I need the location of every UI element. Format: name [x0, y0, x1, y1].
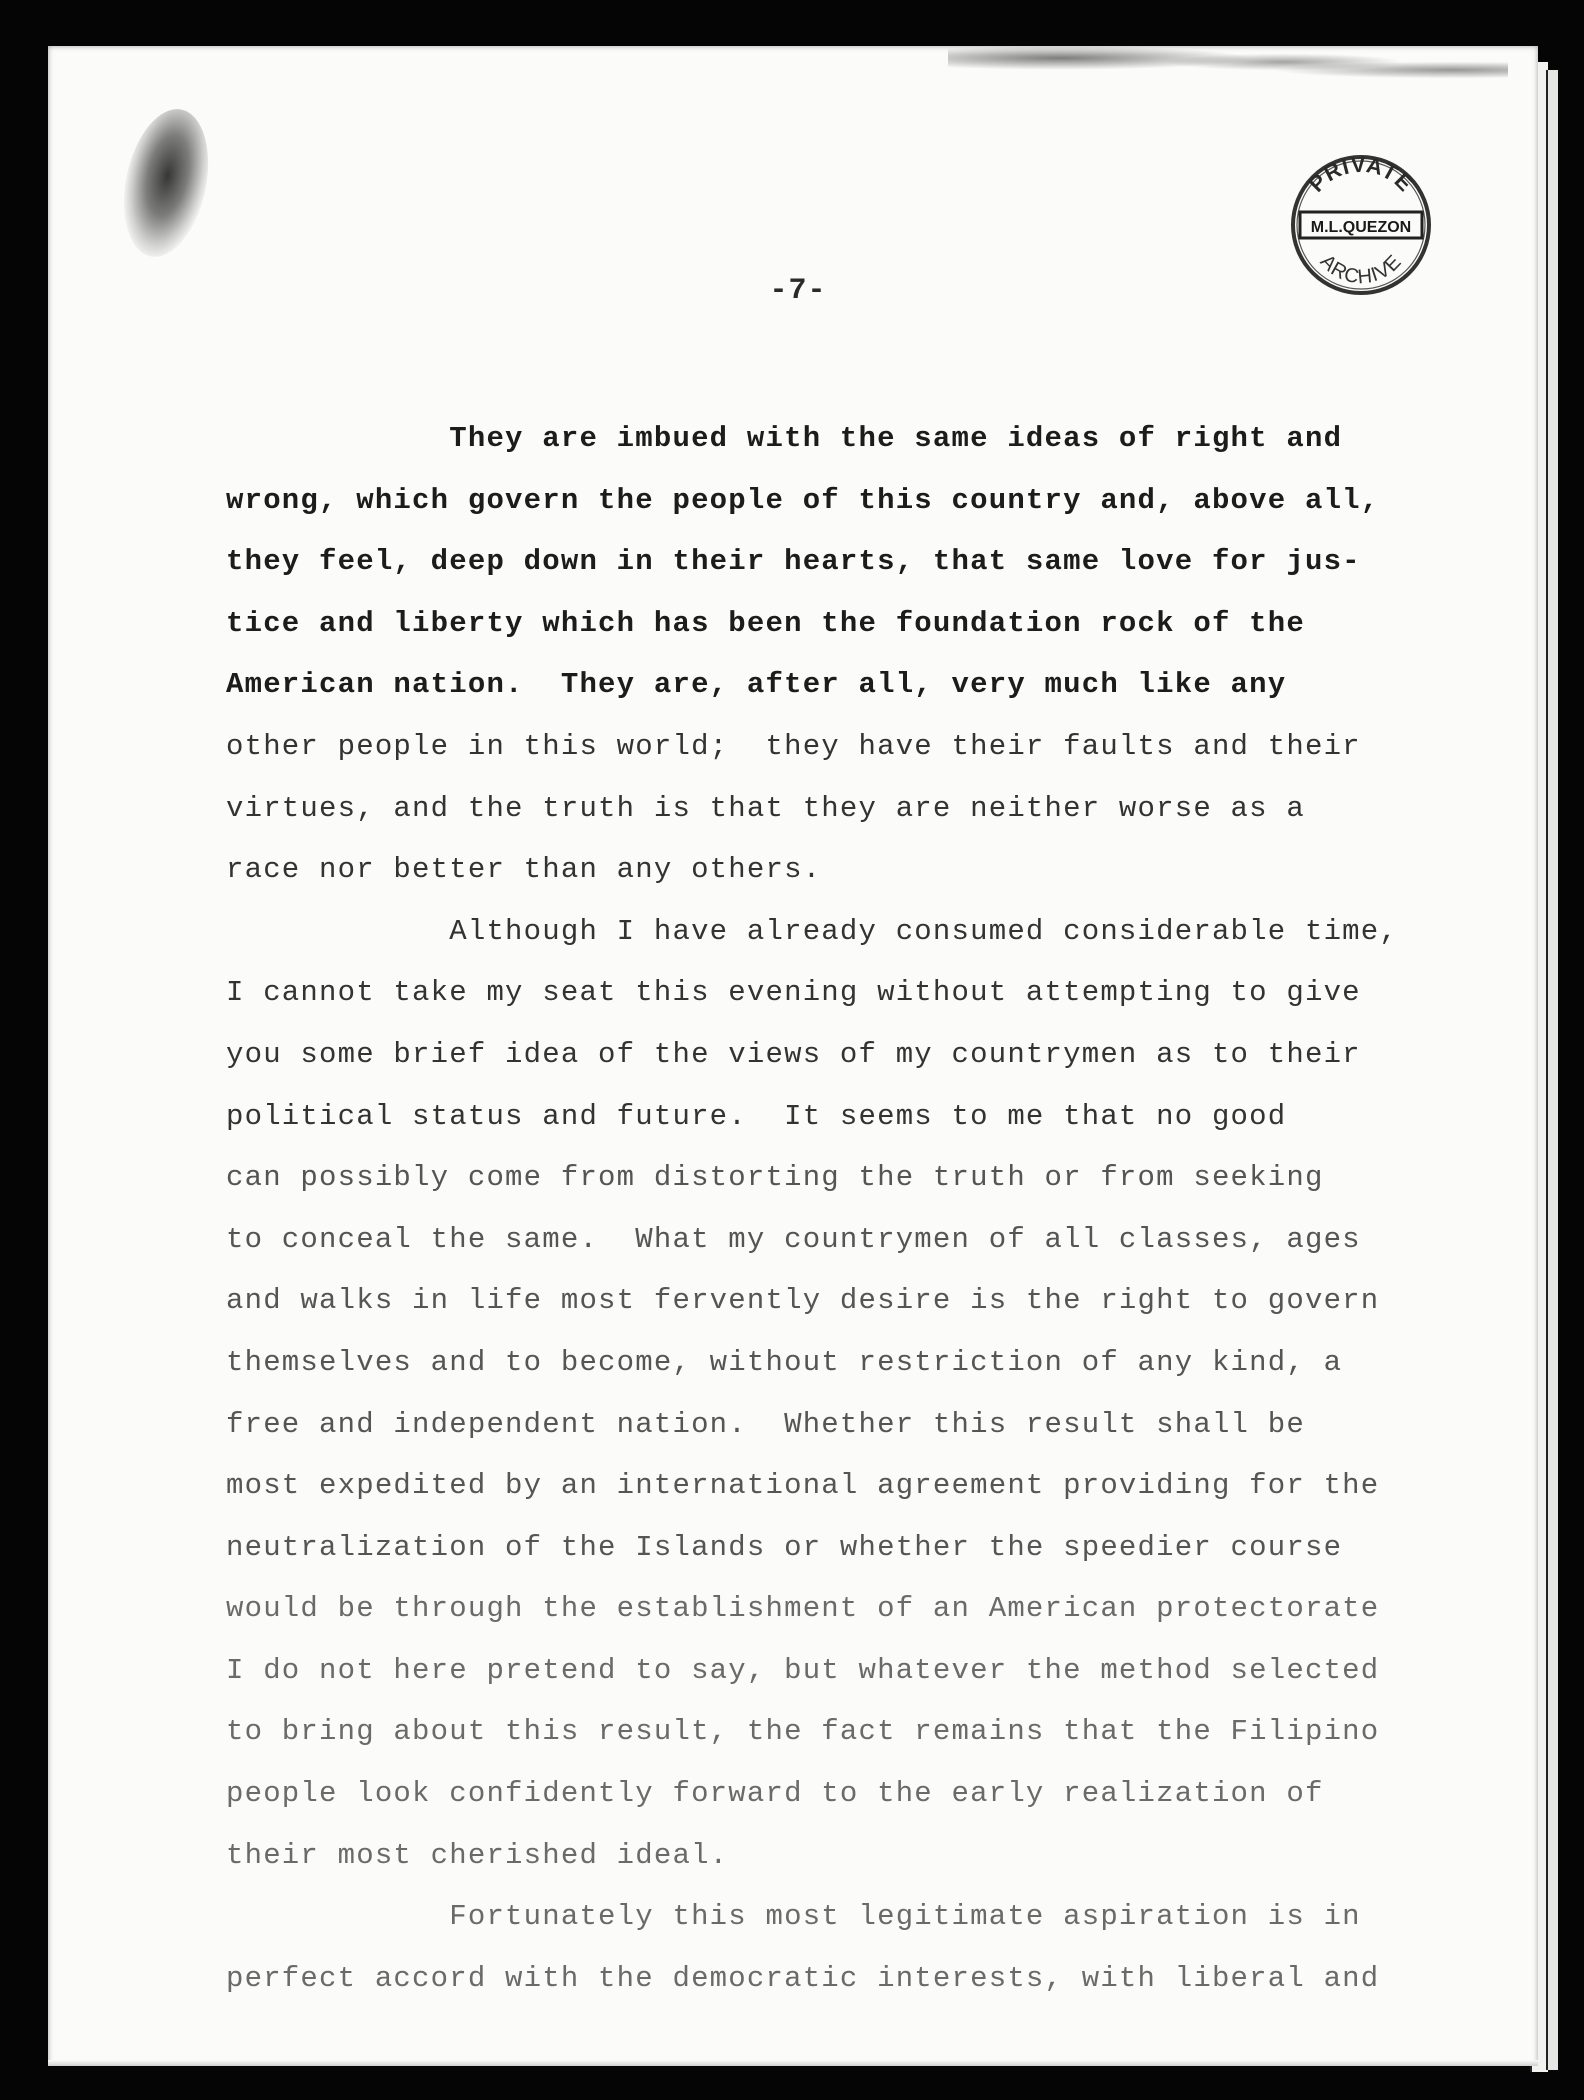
back-sheet-edge — [1546, 70, 1558, 2070]
text-line: tice and liberty which has been the foundation rock of the — [226, 606, 1305, 640]
text-line: They are imbued with the same ideas of right and — [226, 422, 1343, 455]
text-line: virtues, and the truth is that they are neither worse as a — [226, 791, 1305, 825]
text-line: other people in this world; they have their faults and their — [226, 729, 1361, 763]
text-line: you some brief idea of the views of my countrymen as to their — [226, 1037, 1361, 1071]
text-line: can possibly come from distorting the truth or from seeking — [226, 1161, 1324, 1195]
document-page — [48, 46, 1538, 2066]
text-line: neutralization of the Islands or whether the speedier course — [226, 1530, 1343, 1564]
text-line: most expedited by an international agreement providing for the — [226, 1469, 1380, 1503]
text-line: I cannot take my seat this evening without attempting to give — [226, 976, 1361, 1010]
text-line: and walks in life most fervently desire is the right to govern — [226, 1284, 1380, 1318]
text-line: race nor better than any others. — [226, 853, 822, 887]
text-line: free and independent nation. Whether this result shall be — [226, 1407, 1305, 1441]
text-line: Although I have already consumed considerable time, — [226, 914, 1398, 948]
ink-smudge — [111, 101, 220, 264]
stamp-top-text: PRIVATE — [1303, 151, 1419, 197]
page-bottom-edge — [48, 2060, 1538, 2066]
text-line: to conceal the same. What my countrymen of all classes, ages — [226, 1222, 1361, 1256]
stamp-bottom-text: ARCHIVE — [1315, 250, 1407, 289]
text-line: they feel, deep down in their hearts, that same love for jus- — [226, 545, 1361, 579]
text-line: Fortunately this most legitimate aspiration is in — [226, 1900, 1361, 1934]
text-line: wrong, which govern the people of this country and, above all, — [226, 483, 1380, 517]
page-number: -7- — [769, 274, 827, 308]
scan-specks — [948, 46, 1508, 86]
text-line: perfect accord with the democratic interests, with liberal and — [226, 1961, 1380, 1995]
text-line: to bring about this result, the fact remains that the Filipino — [226, 1715, 1380, 1749]
text-line: I do not here pretend to say, but whatever the method selected — [226, 1653, 1380, 1687]
text-line: would be through the establishment of an American protectorate — [226, 1592, 1380, 1626]
text-line: their most cherished ideal. — [226, 1838, 729, 1872]
text-line: people look confidently forward to the early realization of — [226, 1777, 1324, 1811]
stamp-center-text: M.L.QUEZON — [1310, 219, 1412, 236]
text-line: American nation. They are, after all, very much like any — [226, 668, 1287, 702]
text-line: themselves and to become, without restriction of any kind, a — [226, 1345, 1343, 1379]
text-line: political status and future. It seems to me that no good — [226, 1099, 1287, 1133]
typed-body-text — [226, 408, 1486, 2009]
